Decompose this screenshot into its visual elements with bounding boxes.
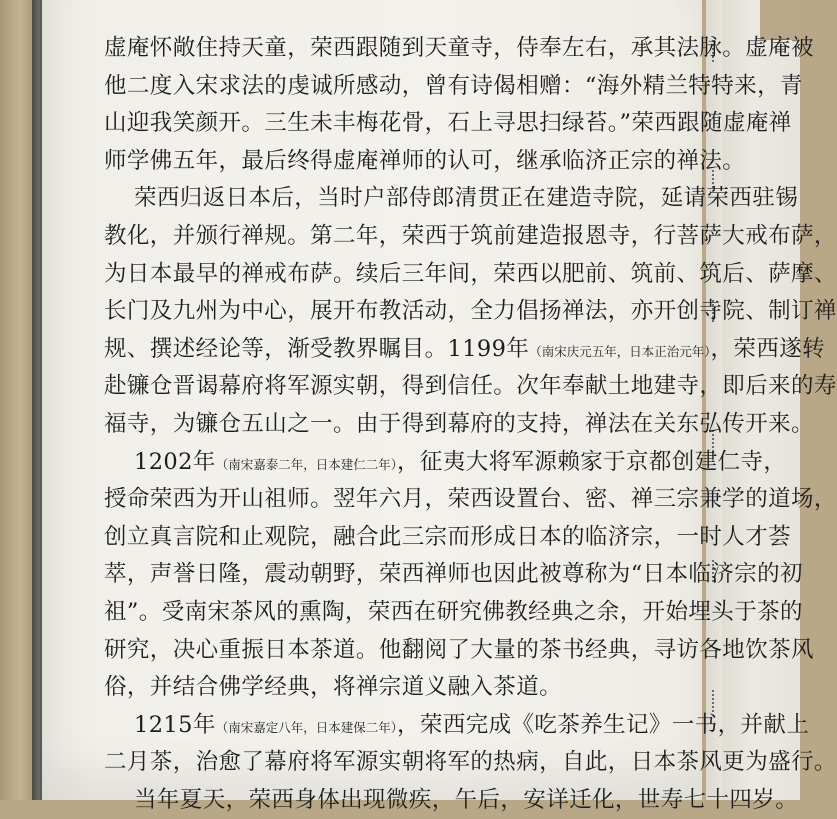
inline-date-note: （南宋庆元五年，日本正治元年） (529, 343, 711, 359)
text-line (104, 68, 803, 106)
text-line (104, 556, 803, 594)
text-line (104, 707, 810, 745)
text-run: 山迎我笑颜开。三生未丰梅花骨，石上寻思扫绿苔。”荣西跟随虚庵禅 (104, 110, 792, 137)
text-run: 1215年 (134, 711, 216, 738)
text-line (104, 105, 792, 143)
text-line (104, 218, 837, 256)
text-line (104, 444, 787, 482)
text-run: 虚庵怀敞住持天童，荣西跟随到天童寺，侍奉左右，承其法脉。虚庵被 (104, 35, 814, 61)
text-run: 研究，决心重振日本茶道。他翻阅了大量的茶书经典，寻访各地饮茶风 (104, 636, 814, 663)
text-line (104, 368, 837, 406)
text-line (104, 406, 814, 444)
text-line (104, 30, 814, 68)
text-run: ，征夷大将军源赖家于京都创建仁寺， (397, 448, 787, 475)
text-run: 福寺，为镰仓五山之一。由于得到幕府的支持，禅法在关东弘传开来。 (104, 410, 814, 437)
text-run: ，荣西完成《吃茶养生记》一书，并献上 (397, 711, 810, 738)
text-run: 荣西归返日本后，当时户部侍郎清贯正在建造寺院，延请荣西驻锡 (134, 185, 799, 212)
text-run: 创立真言院和止观院，融合此三宗而形成日本的临济宗，一时人才荟 (104, 523, 792, 550)
text-run: 长门及九州为中心，展开布教活动，全力倡扬禅法，亦开创寺院、制订禅 (104, 298, 837, 325)
body-text (104, 30, 837, 819)
inline-date-note: （南宋嘉定八年，日本建保二年） (215, 719, 398, 735)
text-line (104, 782, 799, 819)
text-run: 祖”。受南宋茶风的熏陶，荣西在研究佛教经典之余，开始埋头于茶的 (104, 598, 803, 625)
inline-date-note: （南宋嘉泰二年，日本建仁二年） (215, 456, 398, 472)
text-line (104, 180, 799, 218)
text-run: 规、撰述经论等，渐受教界瞩目。1199年 (104, 335, 530, 362)
text-run: ，荣西遂转 (710, 335, 826, 362)
text-run: 俗，并结合佛学经典，将禅宗道义融入茶道。 (104, 674, 563, 701)
text-run: 二月茶，治愈了幕府将军源实朝将军的热病，自此，日本茶风更为盛行。 (104, 749, 837, 776)
text-run: 为日本最早的禅戒布萨。续后三年间，荣西以肥前、筑前、筑后、萨摩、 (104, 260, 837, 287)
text-run: 教化，并颁行禅规。第二年，荣西于筑前建造报恩寺，行菩萨大戒布萨， (104, 222, 837, 249)
text-line (104, 519, 792, 557)
background-corner (760, 0, 800, 40)
text-run: 授命荣西为开山祖师。翌年六月，荣西设置台、密、禅三宗兼学的道场， (104, 486, 837, 513)
text-line (104, 331, 826, 369)
text-line (104, 293, 837, 331)
text-run: 1202年 (134, 448, 216, 475)
text-line (104, 143, 746, 181)
text-line (104, 256, 837, 294)
text-run: 师学佛五年，最后终得虚庵禅师的认可，继承临济正宗的禅法。 (104, 147, 746, 174)
text-line (104, 481, 837, 519)
text-line (104, 594, 803, 632)
text-line (104, 744, 837, 782)
text-run: 他二度入宋求法的虔诚所感动，曾有诗偈相赠：“海外精兰特特来，青 (104, 72, 803, 99)
text-line (104, 632, 814, 670)
text-line (104, 669, 689, 707)
text-run: 赴镰仓晋谒幕府将军源实朝，得到信任。次年奉献土地建寺，即后来的寿 (104, 373, 837, 400)
text-run: 萃，声誉日隆，震动朝野，荣西禅师也因此被尊称为“日本临济宗的初 (104, 561, 803, 588)
text-run: 当年夏天，荣西身体出现微疾，午后，安详迁化，世寿七十四岁。 (134, 786, 799, 813)
